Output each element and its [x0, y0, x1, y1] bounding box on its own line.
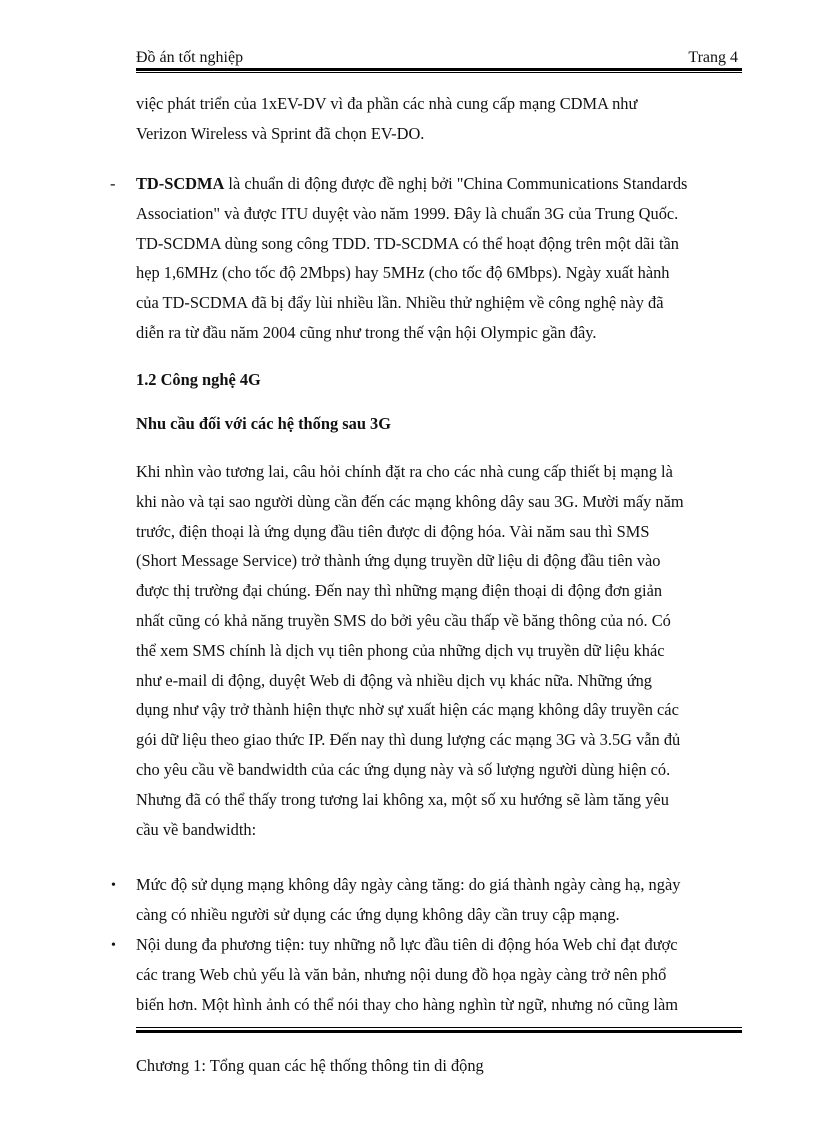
text-line: Nội dung đa phương tiện: tuy những nỗ lực đầu tiên di động hóa Web chỉ đạt được — [136, 935, 678, 954]
text-line: hẹp 1,6MHz (cho tốc độ 2Mbps) hay 5MHz (cho tốc độ 6Mbps). Ngày xuất hành — [136, 263, 670, 283]
sub-heading: Nhu cầu đối với các hệ thống sau 3G — [136, 414, 391, 433]
text-line: biến hơn. Một hình ảnh có thể nói thay cho hàng nghìn từ ngữ, nhưng nó cũng làm — [136, 994, 678, 1014]
text-line: cho yêu cầu về bandwidth của các ứng dụng này và số lượng người dùng hiện có. — [136, 759, 671, 779]
bullet-item — [136, 930, 740, 1019]
text-line: của TD-SCDMA đã bị đẩy lùi nhiều lần. Nhiều thử nghiệm về công nghệ này đã — [136, 293, 664, 313]
text-line: cầu về bandwidth: — [136, 819, 257, 839]
bullet-marker: • — [111, 938, 116, 953]
text-line: TD-SCDMA dùng song công TDD. TD-SCDMA có thể hoạt động trên một dãi tần — [136, 233, 679, 253]
bullet-item — [136, 870, 740, 930]
text-line: được thị trường đại chúng. Đến nay thì những mạng điện thoại di động đơn giản — [136, 581, 663, 601]
text-line: Verizon Wireless và Sprint đã chọn EV-DO. — [136, 123, 425, 143]
text-line: diễn ra từ đầu năm 2004 cũng như trong thế vận hội Olympic gần đây. — [136, 322, 597, 342]
text-line: việc phát triển của 1xEV-DV vì đa phần các nhà cung cấp mạng CDMA như — [136, 94, 638, 113]
page-number: Trang 4 — [688, 49, 738, 66]
dash-marker: - — [110, 174, 116, 193]
text-line: thể xem SMS chính là dịch vụ tiên phong của những dịch vụ truyền dữ liệu khác — [136, 640, 665, 660]
header-rule-thick — [136, 68, 742, 71]
footer-rule-thin — [136, 1027, 742, 1028]
header-rule-thin — [136, 72, 742, 73]
text-line: như e-mail di động, duyệt Web di động và nhiều dịch vụ khác nữa. Những ứng — [136, 670, 652, 690]
main-paragraph — [136, 457, 740, 844]
text-line: Association" và được ITU duyệt vào năm 1999. Đây là chuẩn 3G của Trung Quốc. — [136, 203, 679, 223]
text-line: khi nào và tại sao người dùng cần đến các mạng không dây sau 3G. Mười mấy năm — [136, 491, 684, 511]
text-line: dụng như vậy trở thành hiện thực nhờ sự xuất hiện các mạng không dây truyền các — [136, 700, 679, 720]
bullet-marker: • — [111, 878, 116, 893]
td-scdma-first-line: là chuẩn di động được đề nghị bởi "China Communications Standards — [224, 174, 688, 193]
page-header — [136, 46, 740, 68]
footer-rule-thick — [136, 1030, 742, 1033]
text-line — [136, 169, 740, 199]
continued-paragraph — [136, 89, 740, 149]
text-line: gói dữ liệu theo giao thức IP. Đến nay thì dung lượng các mạng 3G và 3.5G vẫn đủ — [136, 730, 681, 750]
header-title: Đồ án tốt nghiệp — [136, 49, 244, 66]
text-line: càng có nhiều người sử dụng các ứng dụng không dây cần truy cập mạng. — [136, 904, 620, 924]
section-heading: 1.2 Công nghệ 4G — [136, 370, 261, 389]
td-scdma-term: TD-SCDMA — [136, 174, 225, 193]
text-line: các trang Web chủ yếu là văn bản, nhưng nội dung đồ họa ngày càng trở nên phổ — [136, 964, 667, 984]
text-line: (Short Message Service) trở thành ứng dụng truyền dữ liệu di động đầu tiên vào — [136, 551, 661, 571]
text-line: nhất cũng có khả năng truyền SMS do bởi yêu cầu thấp về băng thông của nó. Có — [136, 610, 671, 630]
text-line: trước, điện thoại là ứng dụng đầu tiên được di động hóa. Vài năm sau thì SMS — [136, 521, 650, 541]
text-line: Nhưng đã có thể thấy trong tương lai không xa, một số xu hướng sẽ làm tăng yêu — [136, 789, 669, 809]
td-scdma-paragraph — [136, 169, 740, 348]
page-footer: Chương 1: Tổng quan các hệ thống thông tin di động — [136, 1056, 484, 1075]
text-line: Mức độ sử dụng mạng không dây ngày càng tăng: do giá thành ngày càng hạ, ngày — [136, 875, 681, 894]
text-line: Khi nhìn vào tương lai, câu hỏi chính đặt ra cho các nhà cung cấp thiết bị mạng là — [136, 462, 673, 481]
